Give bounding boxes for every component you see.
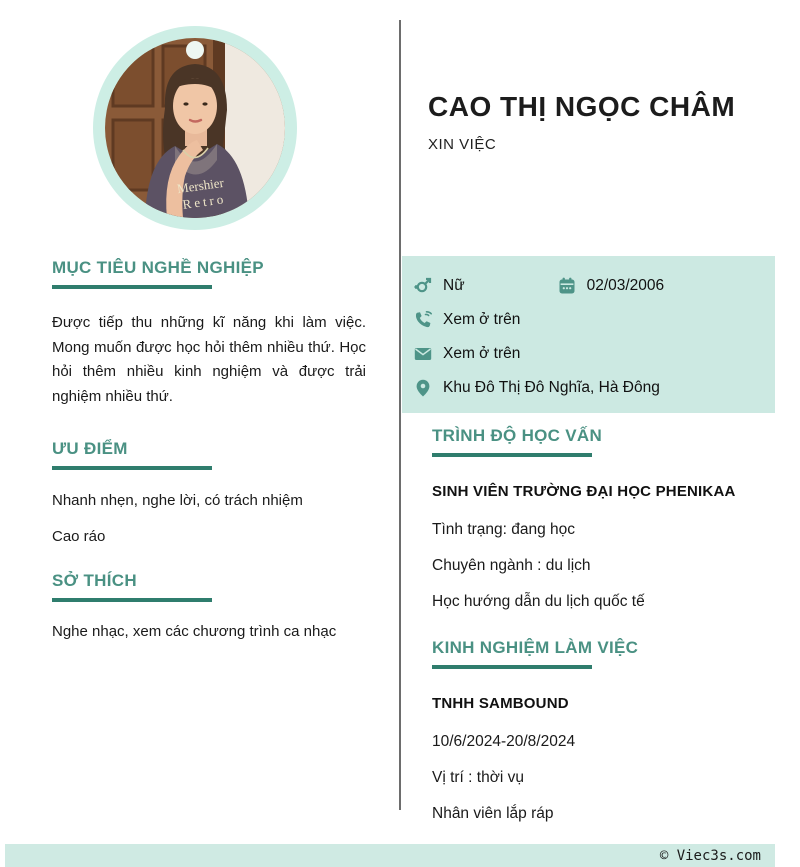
section-career-objective [52, 258, 366, 409]
section-title: SỞ THÍCH [52, 571, 137, 590]
person-subtitle: XIN VIỆC [428, 135, 497, 153]
location-pin-icon [413, 378, 433, 398]
phone-value: Xem ở trên [443, 311, 521, 328]
career-objective-text: Được tiếp thu những kĩ năng khi làm việc. Mong muốn được học hỏi thêm nhiều thứ. Học hỏi thêm nhiều kinh nghiệm và được trải nghiệm nhiều thứ. [52, 314, 366, 405]
section-title-rule [52, 466, 212, 470]
section-education [432, 426, 778, 611]
education-line: Chuyên ngành : du lịch [432, 557, 591, 574]
strength-item: Cao ráo [52, 528, 106, 545]
vertical-divider [399, 20, 401, 810]
header-block [428, 90, 778, 153]
section-title: KINH NGHIỆM LÀM VIỆC [432, 638, 639, 657]
experience-line: Vị trí : thời vụ [432, 769, 524, 786]
hobbies-text: Nghe nhạc, xem các chương trình ca nhạc [52, 623, 337, 640]
email-value: Xem ở trên [443, 345, 521, 362]
section-title: TRÌNH ĐỘ HỌC VẤN [432, 426, 603, 445]
calendar-icon [557, 276, 577, 296]
info-row-email [413, 337, 765, 371]
profile-photo [105, 38, 285, 218]
left-column [52, 258, 366, 645]
address-cell [413, 378, 660, 398]
section-title-rule [432, 665, 592, 669]
experience-line: Nhân viên lắp ráp [432, 805, 554, 822]
section-hobbies [52, 571, 366, 645]
section-title-rule [432, 453, 592, 457]
education-line: Học hướng dẫn du lịch quốc tế [432, 593, 645, 610]
info-row-phone [413, 303, 765, 337]
experience-line: 10/6/2024-20/8/2024 [432, 733, 576, 750]
person-name: CAO THỊ NGỌC CHÂM [428, 91, 736, 122]
experience-company: TNHH SAMBOUND [432, 695, 569, 712]
education-line: Tình trạng: đang học [432, 521, 576, 538]
contact-info-box [402, 256, 775, 413]
address-value: Khu Đô Thị Đô Nghĩa, Hà Đông [443, 379, 660, 396]
phone-cell [413, 310, 520, 330]
profile-photo-illustration [105, 38, 285, 218]
info-row-address [413, 371, 765, 405]
gender-cell [413, 276, 465, 296]
gender-value: Nữ [443, 277, 465, 294]
section-title-rule [52, 598, 212, 602]
dob-cell [557, 276, 665, 296]
section-title-rule [52, 285, 212, 289]
email-cell [413, 344, 520, 364]
shirt-text-line2: Retro [181, 191, 228, 213]
phone-icon [413, 310, 433, 330]
section-experience [432, 638, 778, 823]
right-column [432, 426, 778, 823]
section-strengths [52, 439, 366, 545]
section-title: MỤC TIÊU NGHỀ NGHIỆP [52, 258, 264, 277]
education-school: SINH VIÊN TRƯỜNG ĐẠI HỌC PHENIKAA [432, 483, 736, 500]
dob-value: 02/03/2006 [586, 277, 665, 294]
shirt-text-line1: Mershier [176, 174, 225, 197]
info-row-gender-dob [413, 269, 765, 303]
footer-copyright: © Viec3s.com [659, 847, 761, 864]
email-icon [413, 344, 433, 364]
gender-icon [413, 276, 433, 296]
strength-item: Nhanh nhẹn, nghe lời, có trách nhiệm [52, 492, 303, 509]
section-title: ƯU ĐIỂM [52, 439, 128, 458]
profile-photo-frame [93, 26, 297, 230]
footer-bar [5, 844, 775, 867]
